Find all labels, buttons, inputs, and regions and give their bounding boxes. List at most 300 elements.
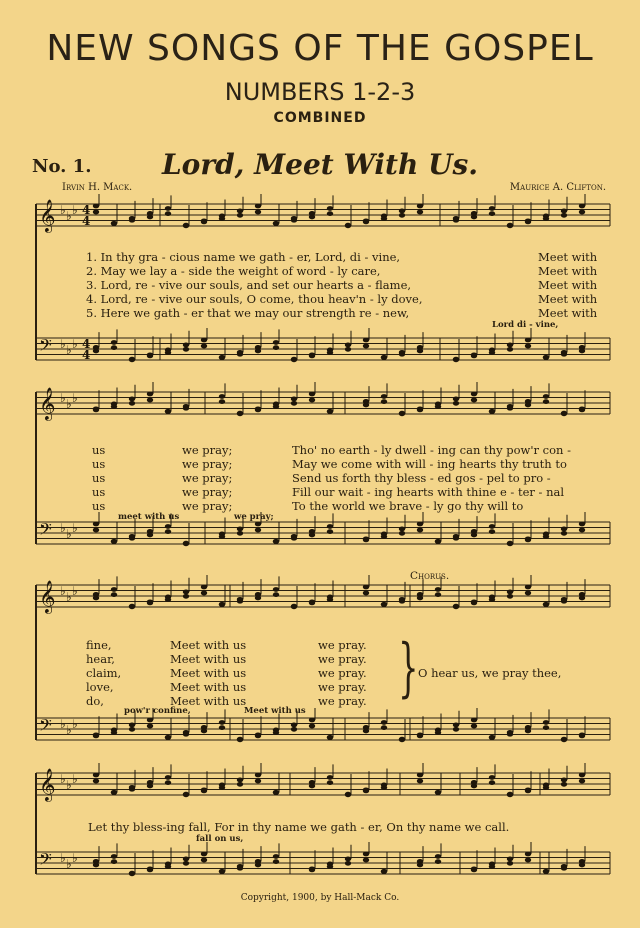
notehead — [417, 596, 423, 601]
notehead — [183, 541, 189, 546]
notehead — [237, 782, 243, 787]
time-signature-digit: 4 — [82, 214, 91, 228]
notehead — [291, 727, 297, 732]
bass-cue-s3-b: Meet with us — [244, 706, 306, 716]
notehead — [345, 857, 351, 862]
notehead — [255, 210, 261, 215]
notehead — [309, 784, 315, 789]
flat-sign: ♭ — [66, 209, 72, 223]
notehead — [93, 210, 99, 215]
s3-col3-v4: we pray. — [318, 680, 367, 694]
notehead — [273, 859, 279, 864]
notehead — [579, 210, 585, 215]
notehead — [489, 529, 495, 534]
notehead — [417, 204, 423, 209]
notehead — [489, 211, 495, 216]
notehead — [363, 338, 369, 343]
notehead — [435, 854, 441, 859]
notehead — [435, 592, 441, 597]
notehead — [579, 349, 585, 354]
s3-col2-v5: Meet with us — [170, 694, 247, 708]
time-signature-digit: 4 — [82, 348, 91, 362]
notehead — [579, 204, 585, 209]
notehead — [129, 727, 135, 732]
notehead — [525, 338, 531, 343]
notehead — [543, 394, 549, 399]
notehead — [561, 527, 567, 532]
flat-sign: ♭ — [72, 337, 78, 351]
notehead — [111, 340, 117, 345]
notehead — [453, 357, 459, 362]
notehead — [417, 863, 423, 868]
notehead — [273, 587, 279, 592]
notehead — [543, 534, 549, 539]
notehead — [237, 778, 243, 783]
notehead — [417, 734, 423, 739]
flat-sign: ♭ — [60, 851, 66, 865]
flat-sign: ♭ — [66, 527, 72, 541]
notehead — [507, 347, 513, 352]
notehead — [129, 401, 135, 406]
notehead — [111, 404, 117, 409]
notehead — [309, 718, 315, 723]
notehead — [327, 206, 333, 211]
flat-sign: ♭ — [66, 778, 72, 792]
flat-sign: ♭ — [72, 851, 78, 865]
notehead — [201, 338, 207, 343]
notehead — [561, 411, 567, 416]
notehead — [345, 347, 351, 352]
notehead — [147, 784, 153, 789]
notehead — [237, 209, 243, 214]
notehead — [543, 399, 549, 404]
notehead — [363, 220, 369, 225]
combined-label: COMBINED — [273, 110, 367, 126]
notehead — [183, 343, 189, 348]
notehead — [111, 790, 117, 795]
flat-sign: ♭ — [66, 397, 72, 411]
notehead — [399, 527, 405, 532]
notehead — [561, 737, 567, 742]
notehead — [363, 858, 369, 863]
notehead — [111, 854, 117, 859]
notehead — [201, 585, 207, 590]
notehead — [453, 727, 459, 732]
notehead — [363, 344, 369, 349]
time-signature-digit: 4 — [82, 337, 91, 351]
notehead — [219, 720, 225, 725]
notehead — [489, 597, 495, 602]
notehead — [183, 594, 189, 599]
bass-cue-s3-a: pow'r confine, — [124, 706, 191, 716]
hymn-title: Lord, Meet With Us. — [161, 148, 479, 181]
notehead — [111, 592, 117, 597]
notehead — [453, 397, 459, 402]
notehead — [435, 859, 441, 864]
verse-1-end: Meet with — [538, 250, 598, 264]
notehead — [435, 587, 441, 592]
notehead — [381, 720, 387, 725]
notehead — [165, 775, 171, 780]
flat-sign: ♭ — [66, 857, 72, 871]
s3-col1-v5: do, — [86, 694, 104, 708]
treble-clef: 𝄞 — [39, 580, 56, 613]
bass-cue-system-1: Lord di - vine, — [492, 320, 559, 330]
bass-clef: 𝄢 — [39, 335, 52, 359]
notehead — [255, 528, 261, 533]
bass-clef: 𝄢 — [39, 519, 52, 543]
notehead — [111, 587, 117, 592]
notehead — [489, 735, 495, 740]
notehead — [273, 854, 279, 859]
notehead — [273, 592, 279, 597]
notehead — [147, 215, 153, 220]
s3-col2-v2: Meet with us — [170, 652, 247, 666]
notehead — [255, 204, 261, 209]
notehead — [345, 792, 351, 797]
flat-sign: ♭ — [60, 584, 66, 598]
notehead — [147, 718, 153, 723]
treble-clef: 𝄞 — [39, 387, 56, 420]
notehead — [543, 355, 549, 360]
verse-brace: } — [398, 631, 419, 705]
flat-sign: ♭ — [60, 521, 66, 535]
notehead — [327, 775, 333, 780]
notehead — [129, 397, 135, 402]
notehead — [525, 591, 531, 596]
notehead — [309, 601, 315, 606]
notehead — [93, 408, 99, 413]
notehead — [561, 213, 567, 218]
notehead — [165, 211, 171, 216]
bass-cue-s2-a: meet with us — [118, 512, 180, 522]
notehead — [453, 218, 459, 223]
notehead — [93, 204, 99, 209]
notehead — [345, 343, 351, 348]
notehead — [327, 597, 333, 602]
notehead — [237, 213, 243, 218]
flat-sign: ♭ — [72, 203, 78, 217]
notehead — [399, 352, 405, 357]
notehead — [237, 527, 243, 532]
notehead — [183, 857, 189, 862]
notehead — [147, 601, 153, 606]
notehead — [561, 778, 567, 783]
notehead — [381, 216, 387, 221]
notehead — [435, 404, 441, 409]
notehead — [417, 528, 423, 533]
bass-clef: 𝄢 — [39, 849, 52, 873]
notehead — [273, 790, 279, 795]
notehead — [327, 780, 333, 785]
verse-3-end: Meet with — [538, 278, 598, 292]
notehead — [291, 397, 297, 402]
s2-col1-v5: us — [92, 499, 106, 513]
notehead — [471, 215, 477, 220]
notehead — [507, 406, 513, 411]
notehead — [291, 357, 297, 362]
flat-sign: ♭ — [72, 717, 78, 731]
notehead — [255, 773, 261, 778]
notehead — [579, 408, 585, 413]
notehead — [93, 779, 99, 784]
notehead — [255, 408, 261, 413]
notehead — [363, 852, 369, 857]
composer-credit: Maurice A. Clifton. — [509, 182, 606, 193]
notehead — [489, 350, 495, 355]
notehead — [435, 790, 441, 795]
notehead — [543, 725, 549, 730]
notehead — [489, 780, 495, 785]
notehead — [327, 211, 333, 216]
s3-col2-v1: Meet with us — [170, 638, 247, 652]
notehead — [381, 869, 387, 874]
notehead — [525, 852, 531, 857]
notehead — [219, 725, 225, 730]
notehead — [111, 221, 117, 226]
s3-col3-v5: we pray. — [318, 694, 367, 708]
notehead — [219, 399, 225, 404]
s2-col2-v2: we pray; — [182, 457, 233, 471]
notehead — [327, 524, 333, 529]
notehead — [471, 533, 477, 538]
verse-5-system-1: 5. Here we gath - er that we may our strength re - new, — [86, 306, 410, 320]
notehead — [237, 737, 243, 742]
notehead — [219, 394, 225, 399]
notehead — [579, 779, 585, 784]
notehead — [93, 528, 99, 533]
notehead — [561, 782, 567, 787]
notehead — [165, 350, 171, 355]
notehead — [93, 773, 99, 778]
notehead — [453, 604, 459, 609]
notehead — [111, 730, 117, 735]
notehead — [219, 869, 225, 874]
flat-sign: ♭ — [66, 723, 72, 737]
notehead — [93, 596, 99, 601]
notehead — [435, 539, 441, 544]
flat-sign: ♭ — [60, 203, 66, 217]
notehead — [93, 863, 99, 868]
notehead — [471, 784, 477, 789]
notehead — [507, 343, 513, 348]
notehead — [381, 399, 387, 404]
s2-col2-v4: we pray; — [182, 485, 233, 499]
notehead — [561, 352, 567, 357]
s3-col3-v1: we pray. — [318, 638, 367, 652]
notehead — [525, 344, 531, 349]
notehead — [309, 724, 315, 729]
flat-sign: ♭ — [72, 772, 78, 786]
notehead — [219, 216, 225, 221]
s2-col3-v3: Send us forth thy bless - ed gos - pel to pro - — [292, 471, 551, 485]
notehead — [579, 522, 585, 527]
notehead — [111, 859, 117, 864]
notehead — [165, 529, 171, 534]
book-subtitle: NUMBERS 1-2-3 — [224, 78, 416, 106]
notehead — [165, 206, 171, 211]
notehead — [183, 792, 189, 797]
notehead — [111, 539, 117, 544]
notehead — [147, 868, 153, 873]
notehead — [399, 209, 405, 214]
notehead — [507, 223, 513, 228]
notehead — [507, 732, 513, 737]
author-credit: Irvin H. Mack. — [62, 182, 133, 193]
notehead — [309, 215, 315, 220]
s3-col1-v2: hear, — [86, 652, 115, 666]
notehead — [237, 531, 243, 536]
notehead — [381, 785, 387, 790]
notehead — [309, 398, 315, 403]
notehead — [489, 524, 495, 529]
s3-col3-v2: we pray. — [318, 652, 367, 666]
notehead — [417, 349, 423, 354]
s4-lyrics: Let thy bless-ing fall, For in thy name we gath - er, On thy name we call. — [88, 820, 510, 834]
notehead — [471, 354, 477, 359]
notehead — [273, 340, 279, 345]
verse-5-end: Meet with — [538, 306, 598, 320]
notehead — [291, 723, 297, 728]
notehead — [201, 852, 207, 857]
notehead — [381, 725, 387, 730]
copyright: Copyright, 1900, by Hall-Mack Co. — [240, 893, 400, 903]
s3-col3-v3: we pray. — [318, 666, 367, 680]
flat-sign: ♭ — [66, 343, 72, 357]
notehead — [273, 404, 279, 409]
flat-sign: ♭ — [72, 521, 78, 535]
s2-col1-v4: us — [92, 485, 106, 499]
s3-col1-v3: claim, — [86, 666, 122, 680]
treble-clef: 𝄞 — [39, 768, 56, 801]
notehead — [471, 392, 477, 397]
notehead — [417, 522, 423, 527]
notehead — [237, 866, 243, 871]
notehead — [399, 411, 405, 416]
notehead — [579, 596, 585, 601]
notehead — [507, 594, 513, 599]
notehead — [183, 223, 189, 228]
notehead — [561, 209, 567, 214]
notehead — [309, 392, 315, 397]
notehead — [165, 735, 171, 740]
notehead — [165, 524, 171, 529]
notehead — [129, 871, 135, 876]
notehead — [237, 411, 243, 416]
bass-cue-s2-b: we pray; — [234, 512, 274, 522]
notehead — [381, 534, 387, 539]
notehead — [453, 401, 459, 406]
notehead — [579, 734, 585, 739]
notehead — [327, 735, 333, 740]
notehead — [129, 604, 135, 609]
s2-col2-v5: we pray; — [182, 499, 233, 513]
treble-clef: 𝄞 — [39, 199, 56, 232]
s2-col3-v5: To the world we brave - ly go thy will to — [292, 499, 524, 513]
notehead — [417, 773, 423, 778]
notehead — [273, 539, 279, 544]
s2-col1-v2: us — [92, 457, 106, 471]
verse-2-system-1: 2. May we lay a - side the weight of word - ly care, — [86, 264, 381, 278]
notehead — [255, 522, 261, 527]
notehead — [363, 403, 369, 408]
s3-col1-v4: love, — [86, 680, 114, 694]
notehead — [165, 597, 171, 602]
notehead — [507, 792, 513, 797]
notehead — [273, 345, 279, 350]
notehead — [327, 409, 333, 414]
notehead — [255, 596, 261, 601]
notehead — [273, 730, 279, 735]
notehead — [471, 398, 477, 403]
time-signature-digit: 4 — [82, 203, 91, 217]
notehead — [543, 869, 549, 874]
verse-3-system-1: 3. Lord, re - vive our souls, and set our hearts a - flame, — [86, 278, 412, 292]
notehead — [129, 357, 135, 362]
chorus-text: O hear us, we pray thee, — [418, 666, 562, 680]
notehead — [525, 585, 531, 590]
notehead — [93, 522, 99, 527]
notehead — [561, 531, 567, 536]
notehead — [183, 732, 189, 737]
s2-col3-v4: Fill our wait - ing hearts with thine e - ter - nal — [292, 485, 565, 499]
notehead — [489, 206, 495, 211]
notehead — [399, 213, 405, 218]
notehead — [543, 602, 549, 607]
verse-4-system-1: 4. Lord, re - vive our souls, O come, thou heav'n - ly dove, — [86, 292, 423, 306]
s3-col1-v1: fine, — [86, 638, 112, 652]
flat-sign: ♭ — [60, 337, 66, 351]
notehead — [399, 531, 405, 536]
s2-col1-v1: us — [92, 443, 106, 457]
notehead — [201, 344, 207, 349]
notehead — [507, 861, 513, 866]
notehead — [237, 599, 243, 604]
flat-sign: ♭ — [60, 391, 66, 405]
notehead — [219, 602, 225, 607]
s2-col1-v3: us — [92, 471, 106, 485]
verse-4-end: Meet with — [538, 292, 598, 306]
notehead — [561, 866, 567, 871]
notehead — [489, 409, 495, 414]
notehead — [273, 221, 279, 226]
notehead — [129, 787, 135, 792]
notehead — [471, 724, 477, 729]
flat-sign: ♭ — [60, 772, 66, 786]
bass-clef: 𝄢 — [39, 715, 52, 739]
notehead — [291, 604, 297, 609]
notehead — [363, 538, 369, 543]
notehead — [291, 218, 297, 223]
flat-sign: ♭ — [66, 590, 72, 604]
notehead — [525, 729, 531, 734]
notehead — [165, 409, 171, 414]
notehead — [543, 785, 549, 790]
notehead — [255, 863, 261, 868]
notehead — [93, 734, 99, 739]
notehead — [579, 528, 585, 533]
notehead — [183, 590, 189, 595]
notehead — [183, 347, 189, 352]
notehead — [219, 355, 225, 360]
notehead — [327, 864, 333, 869]
notehead — [417, 210, 423, 215]
notehead — [399, 599, 405, 604]
notehead — [255, 349, 261, 354]
flat-sign: ♭ — [72, 584, 78, 598]
notehead — [417, 408, 423, 413]
notehead — [507, 541, 513, 546]
